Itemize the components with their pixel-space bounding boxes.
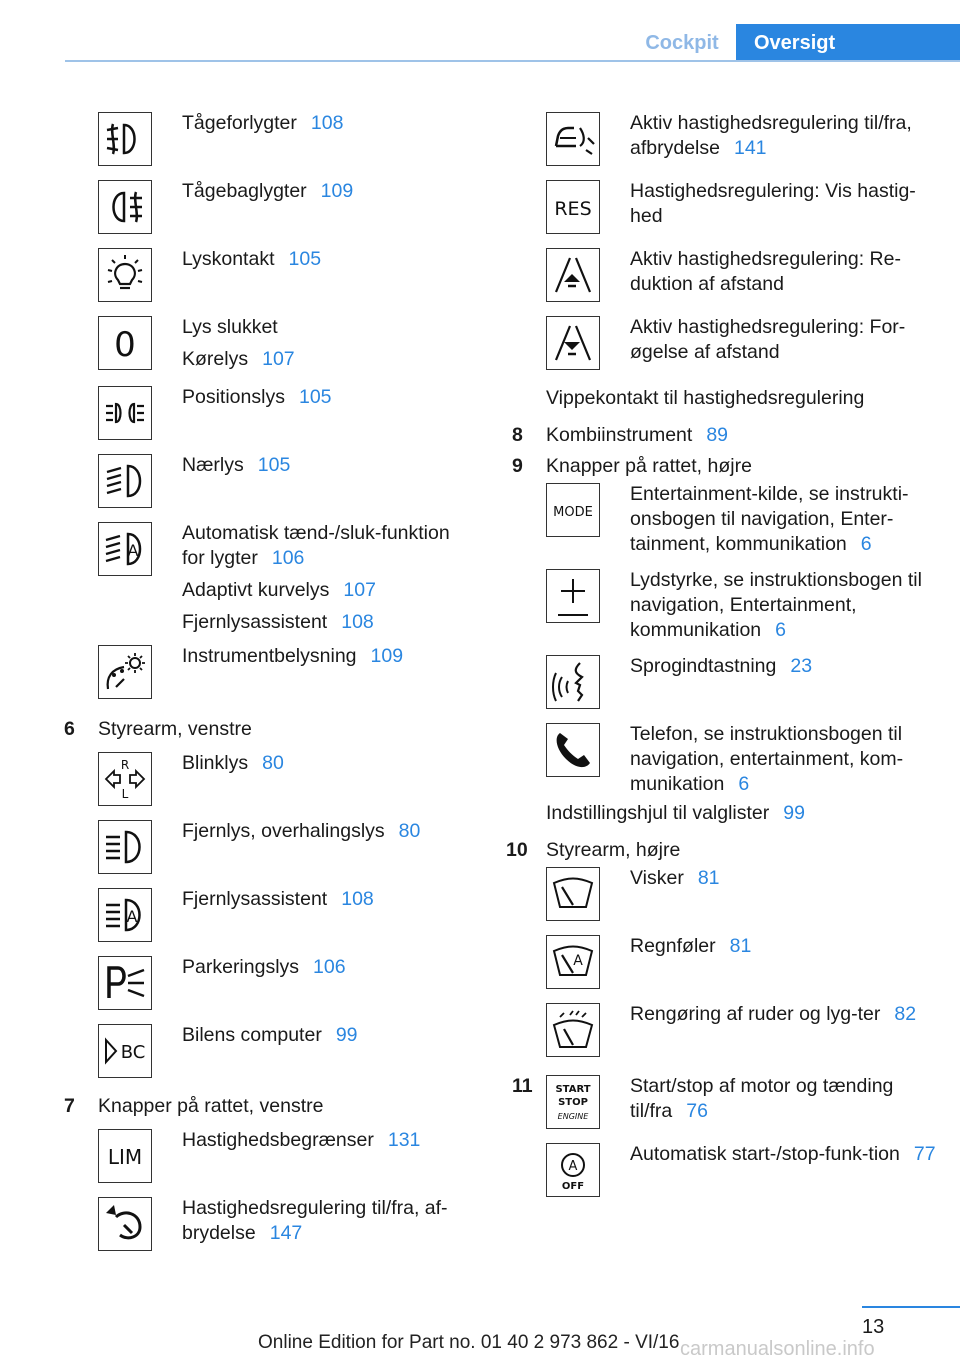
entry-phone bbox=[508, 719, 938, 797]
entry-light-switch bbox=[60, 244, 470, 312]
svg-text:ENGINE: ENGINE bbox=[557, 1112, 589, 1121]
section-number: 11 bbox=[512, 1075, 533, 1097]
entry-text: Tågebaglygter bbox=[182, 180, 307, 202]
svg-text:A: A bbox=[573, 953, 583, 969]
volume-icon bbox=[546, 569, 600, 623]
page-ref-link[interactable]: 106 bbox=[271, 547, 305, 569]
fog-light-rear-icon bbox=[98, 180, 152, 234]
start-stop-icon bbox=[546, 1075, 600, 1129]
header-rule bbox=[65, 60, 960, 62]
entry-text: Kørelys bbox=[182, 348, 249, 370]
entry-turn-signal bbox=[60, 748, 470, 816]
page-ref-link[interactable]: 109 bbox=[370, 645, 404, 667]
high-beam-icon bbox=[98, 820, 152, 874]
entry-text: Parkeringslys bbox=[182, 956, 300, 978]
washer-icon bbox=[546, 1003, 600, 1057]
entry-high-beam-assist bbox=[60, 884, 470, 952]
svg-text:OFF: OFF bbox=[561, 1181, 585, 1192]
page-ref-link[interactable]: 6 bbox=[775, 619, 786, 641]
svg-text:START: START bbox=[555, 1084, 591, 1095]
entry-speed-limiter bbox=[60, 1125, 470, 1193]
parking-light-icon bbox=[98, 386, 152, 440]
section-number: 9 bbox=[512, 455, 523, 477]
page-ref-link[interactable]: 99 bbox=[335, 1024, 358, 1046]
page-ref-link[interactable]: 106 bbox=[313, 956, 346, 978]
entry-start-stop bbox=[508, 1071, 938, 1139]
section-title: Styrearm, venstre bbox=[98, 718, 252, 740]
thumbwheel-text bbox=[508, 797, 938, 832]
high-beam-assist-icon bbox=[98, 888, 152, 942]
footer-rule bbox=[862, 1306, 960, 1308]
svg-text:BC: BC bbox=[120, 1042, 146, 1063]
distance-decrease-icon bbox=[546, 248, 600, 302]
active-cruise-icon bbox=[546, 112, 600, 166]
page-ref-link[interactable]: 141 bbox=[733, 137, 767, 159]
auto-start-stop-off-icon bbox=[546, 1143, 600, 1197]
entry-text: Hastighedsregulering: Vis hastig-hed bbox=[630, 180, 916, 227]
mode-icon bbox=[546, 483, 600, 537]
entry-auto-start-stop bbox=[508, 1139, 938, 1207]
rain-sensor-icon bbox=[546, 935, 600, 989]
entry-text: Positionslys bbox=[182, 386, 285, 408]
page-ref-link[interactable]: 107 bbox=[262, 348, 295, 370]
section-title: Kombiinstrument bbox=[546, 424, 693, 446]
svg-text:R: R bbox=[120, 758, 130, 772]
entry-text: Rengøring af ruder og lyg-ter bbox=[630, 1003, 881, 1025]
section-title: Styrearm, højre bbox=[546, 839, 681, 861]
page-ref-link[interactable]: 108 bbox=[341, 888, 374, 910]
entry-text: Automatisk tænd-/sluk-funktion for lygter bbox=[182, 522, 450, 569]
entry-res bbox=[508, 176, 938, 244]
page-ref-link[interactable]: 131 bbox=[387, 1129, 421, 1151]
page-ref-link[interactable]: 99 bbox=[783, 802, 805, 824]
page-ref-link[interactable]: 81 bbox=[729, 935, 752, 957]
entry-cruise-control bbox=[60, 1193, 470, 1261]
section-number: 8 bbox=[512, 424, 523, 446]
entry-text: Telefon, se instruktionsbogen til navigation, entertainment, kom-munikation bbox=[630, 723, 904, 795]
entry-text: Nærlys bbox=[182, 454, 244, 476]
page-ref-link[interactable]: 82 bbox=[894, 1003, 917, 1025]
fog-light-front-icon bbox=[98, 112, 152, 166]
turn-signal-icon bbox=[98, 752, 152, 806]
entry-text: Aktiv hastighedsregulering: Re-duktion af afstand bbox=[630, 248, 901, 295]
entry-distance-increase bbox=[508, 312, 938, 380]
page-ref-link[interactable]: 105 bbox=[298, 386, 332, 408]
page-ref-link[interactable]: 147 bbox=[269, 1222, 303, 1244]
svg-text:A: A bbox=[568, 1159, 578, 1174]
entry-text: Start/stop af motor og tænding til/fra bbox=[630, 1075, 894, 1122]
page-ref-link[interactable]: 81 bbox=[697, 867, 720, 889]
entry-parking-light bbox=[60, 382, 470, 450]
section-number: 7 bbox=[64, 1095, 75, 1117]
page-ref-link[interactable]: 6 bbox=[860, 533, 872, 555]
page-ref-link[interactable]: 107 bbox=[343, 579, 376, 601]
entry-text: Fjernlysassistent bbox=[182, 888, 328, 910]
entry-volume bbox=[508, 565, 938, 643]
right-column bbox=[508, 108, 938, 1207]
entry-text: Aktiv hastighedsregulering til/fra, afbrydelse bbox=[630, 112, 912, 159]
entry-text: Entertainment-kilde, se instrukti-onsbogen til navigation, Enter-tainment, kommunikation bbox=[630, 483, 909, 555]
light-switch-icon bbox=[98, 248, 152, 302]
entry-high-beam bbox=[60, 816, 470, 884]
left-column bbox=[60, 108, 470, 1261]
entry-text: Aktiv hastighedsregulering: For-øgelse af afstand bbox=[630, 316, 906, 363]
entry-text: Hastighedsbegrænser bbox=[182, 1129, 374, 1151]
low-beam-icon bbox=[98, 454, 152, 508]
entry-instrument-lighting bbox=[60, 641, 470, 709]
speed-limiter-icon bbox=[98, 1129, 152, 1183]
entry-text: Automatisk start-/stop-funk-tion bbox=[630, 1143, 900, 1165]
page-ref-link[interactable]: 80 bbox=[262, 752, 284, 774]
entry-text: Sprogindtastning bbox=[630, 655, 777, 677]
page-ref-link[interactable]: 89 bbox=[706, 424, 729, 446]
page-ref-link[interactable]: 23 bbox=[790, 655, 813, 677]
page-ref-link[interactable]: 108 bbox=[310, 112, 344, 134]
res-icon bbox=[546, 180, 600, 234]
rocker-switch-text: Vippekontakt til hastighedsregulering bbox=[546, 387, 865, 409]
entry-text: Adaptivt kurvelys bbox=[182, 579, 330, 601]
entry-board-computer bbox=[60, 1020, 470, 1088]
entry-text: Indstillingshjul til valglister bbox=[546, 802, 770, 824]
svg-text:LIM: LIM bbox=[107, 1145, 143, 1169]
auto-light-icon bbox=[98, 522, 152, 576]
wiper-icon bbox=[546, 867, 600, 921]
entry-voice-input bbox=[508, 651, 938, 719]
entry-text: Bilens computer bbox=[182, 1024, 322, 1046]
distance-increase-icon bbox=[546, 316, 600, 370]
page-ref-link[interactable]: 109 bbox=[320, 180, 354, 202]
page-ref-link[interactable]: 76 bbox=[686, 1100, 708, 1122]
entry-washer bbox=[508, 999, 938, 1067]
voice-input-icon bbox=[546, 655, 600, 709]
tab-oversigt[interactable]: Oversigt bbox=[736, 24, 960, 62]
entry-text: Blinklys bbox=[182, 752, 249, 774]
page-ref-link[interactable]: 108 bbox=[341, 611, 374, 633]
entry-fog-rear bbox=[60, 176, 470, 244]
entry-text: Lydstyrke, se instruktionsbogen til navigation, Entertainment, kommunikation bbox=[630, 569, 922, 641]
entry-wiper bbox=[508, 863, 938, 931]
svg-text:0: 0 bbox=[114, 325, 136, 365]
instrument-lighting-icon bbox=[98, 645, 152, 699]
entry-fog-front bbox=[60, 108, 470, 176]
svg-text:A: A bbox=[126, 907, 138, 926]
lights-off-icon bbox=[98, 316, 152, 370]
entry-rain-sensor bbox=[508, 931, 938, 999]
tab-cockpit[interactable]: Cockpit bbox=[645, 32, 719, 54]
phone-icon bbox=[546, 723, 600, 777]
section-6-heading bbox=[60, 711, 470, 748]
svg-text:STOP: STOP bbox=[558, 1097, 588, 1108]
svg-text:MODE: MODE bbox=[553, 505, 593, 520]
page-ref-link[interactable]: 105 bbox=[288, 248, 322, 270]
entry-text: Fjernlysassistent bbox=[182, 611, 328, 633]
section-title: Knapper på rattet, venstre bbox=[98, 1095, 324, 1117]
board-computer-icon bbox=[98, 1024, 152, 1078]
section-title: Knapper på rattet, højre bbox=[546, 455, 752, 477]
entry-parking-lights bbox=[60, 952, 470, 1020]
entry-lights-off bbox=[60, 312, 470, 380]
section-number: 6 bbox=[64, 718, 75, 740]
page-number: 13 bbox=[862, 1316, 885, 1338]
entry-text: Instrumentbelysning bbox=[182, 645, 357, 667]
parking-lights-icon bbox=[98, 956, 152, 1010]
svg-text:RES: RES bbox=[554, 198, 592, 220]
section-7-heading bbox=[60, 1088, 470, 1125]
section-8-heading bbox=[508, 417, 938, 454]
cruise-control-icon bbox=[98, 1197, 152, 1251]
svg-text:A: A bbox=[127, 541, 139, 560]
page-ref-link[interactable]: 80 bbox=[398, 820, 421, 842]
edition-footer: Online Edition for Part no. 01 40 2 973 862 - VI/16 bbox=[258, 1332, 680, 1353]
entry-text: Lys slukket bbox=[182, 316, 278, 338]
entry-low-beam bbox=[60, 450, 470, 518]
entry-text: Regnføler bbox=[630, 935, 716, 957]
page-ref-link[interactable]: 77 bbox=[913, 1143, 936, 1165]
entry-text: Fjernlys, overhalingslys bbox=[182, 820, 385, 842]
page-ref-link[interactable]: 6 bbox=[738, 773, 750, 795]
entry-distance-decrease bbox=[508, 244, 938, 312]
entry-auto-light bbox=[60, 518, 470, 635]
page-ref-link[interactable]: 105 bbox=[257, 454, 291, 476]
entry-text: Lyskontakt bbox=[182, 248, 275, 270]
entry-text: Hastighedsregulering til/fra, af-brydelse bbox=[182, 1197, 448, 1244]
section-number: 10 bbox=[506, 839, 528, 861]
entry-mode bbox=[508, 479, 938, 557]
svg-text:L: L bbox=[121, 787, 129, 801]
entry-text: Tågeforlygter bbox=[182, 112, 297, 134]
entry-text: Visker bbox=[630, 867, 684, 889]
watermark: carmanualsonline.info bbox=[680, 1338, 875, 1360]
entry-active-cruise bbox=[508, 108, 938, 176]
